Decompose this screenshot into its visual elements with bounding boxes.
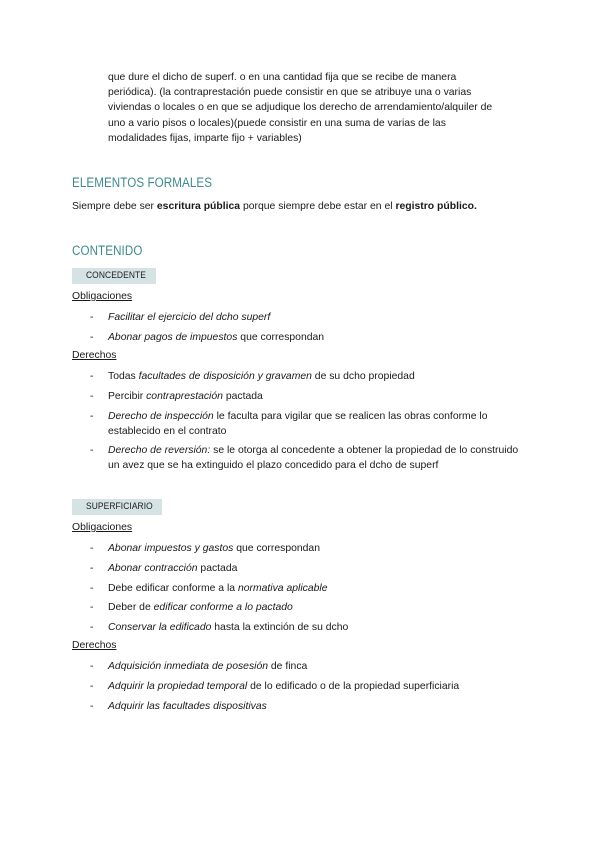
dash-bullet: - <box>90 543 94 554</box>
item-text: se le otorga al concedente a obtener la propiedad de lo construido un avez que se ha extinguido el plazo concedido para el dcho de superf <box>108 445 519 472</box>
superficiario-obligaciones-list <box>90 541 530 640</box>
item-emphasis: Abonar impuestos y gastos <box>108 543 234 554</box>
heading-contenido: CONTENIDO <box>72 243 143 258</box>
list-item <box>90 409 530 439</box>
dash-bullet: - <box>90 700 94 712</box>
item-text: Deber de <box>108 602 154 614</box>
list-item <box>90 443 530 473</box>
intro-paragraph <box>108 70 528 146</box>
list-item <box>90 389 530 404</box>
list-item <box>90 581 530 596</box>
item-emphasis: facultades de disposición y gravamen <box>138 371 312 382</box>
list-item <box>90 369 530 384</box>
superficiario-derechos-label: Derechos <box>72 640 117 651</box>
superficiario-derechos-list <box>90 659 530 718</box>
list-item <box>90 600 530 615</box>
list-item <box>90 620 530 635</box>
intro-line: viviendas o locales o en que se adjudique los derecho de arrendamiento/alquiler de <box>108 102 493 114</box>
intro-line: periódica). (la contraprestación puede consistir en que se atribuye una o varias <box>108 87 472 99</box>
item-emphasis: Facilitar el ejercicio del dcho superf <box>108 312 271 323</box>
item-emphasis: Derecho de reversión: <box>108 445 211 457</box>
dash-bullet: - <box>90 390 94 402</box>
item-text: le faculta para vigilar que se realicen las obras conforme lo establecido en el contrato <box>108 410 488 437</box>
item-emphasis: Conservar la edificado <box>108 622 212 634</box>
intro-line: uno a vario pisos o locales)(puede consistir en una suma de varias de las <box>108 117 446 129</box>
concedente-derechos-list <box>90 369 530 478</box>
heading-elementos-formales: ELEMENTOS FORMALES <box>72 175 213 190</box>
item-emphasis: Adquirir las facultades dispositivas <box>108 700 267 712</box>
list-item <box>90 659 530 674</box>
dash-bullet: - <box>90 445 94 457</box>
dash-bullet: - <box>90 582 94 594</box>
item-text: Debe edificar conforme a la <box>108 582 238 594</box>
item-text: que correspondan <box>237 331 325 343</box>
intro-line: modalidades fijas, imparte fijo + variables) <box>108 132 302 144</box>
intro-line: que dure el dicho de superf. o en una cantidad fija que se recibe de manera <box>108 72 457 83</box>
list-item <box>90 561 530 576</box>
list-item <box>90 310 530 325</box>
list-item <box>90 541 530 556</box>
item-emphasis: Derecho de inspección <box>108 410 214 422</box>
list-item <box>90 679 530 694</box>
item-emphasis: Adquirir la propiedad temporal <box>108 680 248 692</box>
item-text: de finca <box>268 661 308 672</box>
concedente-obligaciones-list <box>90 310 530 350</box>
item-text: Todas <box>108 371 139 382</box>
item-text: Percibir <box>108 390 147 402</box>
bold-segment: escritura pública <box>156 201 241 212</box>
concedente-obligaciones-label: Obligaciones <box>72 291 133 302</box>
tag-label: CONCEDENTE <box>86 270 146 281</box>
dash-bullet: - <box>90 602 94 614</box>
item-emphasis: contraprestación <box>146 390 223 402</box>
dash-bullet: - <box>90 680 94 692</box>
text-segment: Siempre debe ser <box>72 201 157 212</box>
item-text: de lo edificado o de la propiedad superficiaria <box>247 680 460 692</box>
item-text: pactada <box>197 562 238 574</box>
item-text: pactada <box>222 390 263 402</box>
dash-bullet: - <box>90 410 94 422</box>
item-text: de su dcho propiedad <box>311 371 415 382</box>
item-emphasis: Abonar pagos de impuestos <box>108 331 238 343</box>
list-item <box>90 699 530 714</box>
dash-bullet: - <box>90 661 94 672</box>
item-emphasis: Adquisición inmediata de posesión <box>108 661 269 672</box>
dash-bullet: - <box>90 331 94 343</box>
item-emphasis: Abonar contracción <box>108 562 198 574</box>
section-tag-concedente <box>72 268 156 284</box>
dash-bullet: - <box>90 312 94 323</box>
section-tag-superficiario <box>72 499 162 515</box>
text-segment: porque siempre debe estar en el <box>240 201 396 212</box>
list-item <box>90 330 530 345</box>
item-text: que correspondan <box>233 543 320 554</box>
item-text: hasta la extinción de su dcho <box>211 622 349 634</box>
item-emphasis: normativa aplicable <box>237 582 328 594</box>
dash-bullet: - <box>90 371 94 382</box>
tag-label: SUPERFICIARIO <box>86 501 153 512</box>
bold-segment: registro público. <box>395 201 477 212</box>
dash-bullet: - <box>90 562 94 574</box>
item-emphasis: edificar conforme a lo pactado <box>153 602 293 614</box>
dash-bullet: - <box>90 622 94 634</box>
superficiario-obligaciones-label: Obligaciones <box>72 522 133 533</box>
elementos-paragraph <box>72 200 477 214</box>
concedente-derechos-label: Derechos <box>72 350 117 361</box>
